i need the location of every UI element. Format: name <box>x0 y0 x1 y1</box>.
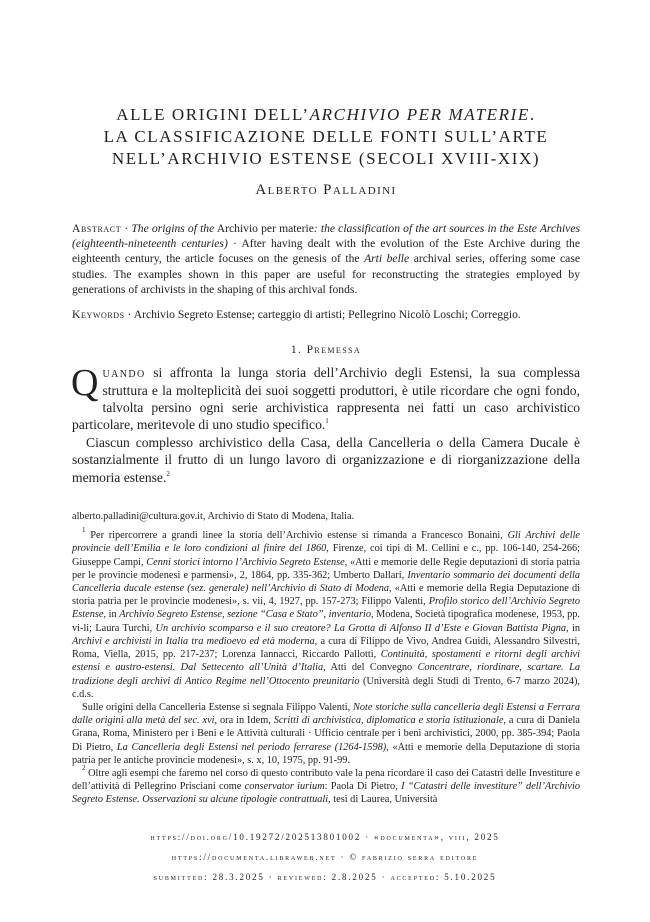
title-line-1-post: . <box>529 105 536 124</box>
abstract <box>72 221 580 297</box>
fn1b-d: Scritti di archivistica, diplomatica e storia istituzionale <box>273 715 504 727</box>
footnote-number-2: 2 <box>82 763 86 772</box>
title-line-1-pre: ALLE ORIGINI DELL’ <box>116 105 310 124</box>
fn1-d: Cenni storici intorno l’Archivio Segreto Estense <box>146 556 345 568</box>
fn1-m: , in <box>566 622 580 634</box>
title-line-1 <box>72 104 580 126</box>
abstract-label: Abstract <box>72 222 122 235</box>
fn1-n: Archivi e archivisti in Italia tra medioevo ed età moderna <box>72 635 315 647</box>
title-line-2: LA CLASSIFICAZIONE DELLE FONTI SULL’ARTE <box>103 127 549 146</box>
author-name: Alberto Palladini <box>255 182 397 198</box>
keywords-text: · Archivio Segreto Estense; carteggio di artisti; Pellegrino Nicolò Loschi; Correggio. <box>124 308 521 322</box>
footer-dates: submitted: 28.3.2025 · reviewed: 2.8.2025 · accepted: 5.10.2025 <box>153 872 497 882</box>
fn1b-f: La Cancelleria degli Estensi nel periodo ferrarese (1264-1598) <box>116 741 387 753</box>
footer-website[interactable]: https://documenta.libraweb.net · © fabrizio serra editore <box>171 852 479 862</box>
keywords <box>72 307 580 322</box>
fn1-a: Per ripercorrere a grandi linee la storia dell’Archivio estense si rimanda a Francesco Bonaini, <box>90 530 508 542</box>
drop-cap: Q <box>71 362 99 405</box>
keywords-label: Keywords <box>72 308 125 322</box>
footnote-ref-1[interactable]: 1 <box>325 417 329 426</box>
body-text <box>72 364 580 486</box>
fn1b-e: , a cura di Daniela Grana, Roma, Ministero per i Beni e le Attività culturali · Ufficio centrale per i beni archivistici, 2000, pp. 385-394; Paola Di Pietro, <box>72 715 580 753</box>
paragraph-1-text: si affronta la lunga storia dell’Archivio degli Estensi, la sua complessa struttura e la molteplicità dei suoi soggetti produttori, è utile ricordare che ogni fondo, talvolta persino ogni serie archivistica rappresenta nei fatti un caso archivistico particolare, meritevole di uno studio specifico. <box>72 365 580 433</box>
fn2-a: Oltre agli esempi che faremo nel corso di questo contributo vale la pena ricordare il caso dei Catastri delle Investiture e dell’attività di Pellegrino Prisciani come <box>72 767 580 793</box>
abstract-separator: · <box>121 222 132 235</box>
fn1-h: Profilo storico dell’Archivio Segreto Estense <box>72 596 580 621</box>
footnote-2 <box>72 763 580 807</box>
body-paragraph-1 <box>72 364 580 434</box>
fn1-k: , Modena, Società tipografica modenese, 1953, pp. vi-li; Laura Turchi, <box>72 609 581 634</box>
fn1b-b: Note storiche sulla cancelleria degli Estensi a Ferrara dalle origini alla metà del sec. xvi <box>72 701 580 727</box>
fn1-p: Continuità, spostamenti e ritorni degli archivi estensi e austro-estensi. Dal Settecento all’Unità d’Italia <box>72 649 580 674</box>
abstract-text: · After having dealt with the evolution of the Este Archive during the eighteenth century, the article focuses on the genesis of the <box>72 237 580 266</box>
fn1-o: , a cura di Filippo de Vivo, Andrea Guidi, Alessandro Silvestri, Roma, Viella, 2015, pp. 217-237; Lorenza Iannacci, Riccardo Pallotti, <box>72 635 580 661</box>
fn1-l: Un archivio scomparso e il suo creatore? La Grotta di Alfonso II d’Este e Giovan Battista Pigna <box>155 622 567 634</box>
abstract-arti-belle: Arti belle <box>364 252 410 266</box>
fn2-c: : Paola Di Pietro, <box>324 781 402 793</box>
footnotes <box>72 510 580 806</box>
fn1b-c: , ora in Idem, <box>214 715 274 727</box>
paragraph-2-text: Ciascun complesso archivistico della Casa, della Cancelleria o della Camera Ducale è sostanzialmente il frutto di un lungo lavoro di organizzazione e di riorganizzazione della memoria estense. <box>72 434 580 485</box>
body-paragraph-2 <box>72 434 580 486</box>
fn1-q: , Atti del Convegno <box>323 662 418 674</box>
title-line-1-italic: ARCHIVIO PER MATERIE <box>309 105 530 124</box>
fn2-d: I “Catastri delle investiture” dell’Archivio Segreto Estense. Osservazioni su alcune tipologie contrattuali <box>72 781 580 806</box>
abstract-italic-1: The origins of the <box>131 222 215 235</box>
fn1-g: , «Atti e memorie della Regia Deputazione di storia patria per le provincie modenesi», s. vii, 4, 1927, pp. 157-273; Filippo Valenti, <box>72 583 581 608</box>
abstract-italic-2: : the classification of the art sources in the Este Archives (eighteenth-nineteenth centuries) <box>72 222 580 251</box>
article-page <box>72 0 580 807</box>
fn2-b: conservator iurium <box>244 781 325 793</box>
lead-word: uando <box>102 365 146 381</box>
fn2-e: , tesi di Laurea, Università <box>328 794 438 806</box>
fn1-i: , in <box>103 609 120 621</box>
fn1-b: Gli Archivi delle provincie dell’Emilia e le loro condizioni al finire del 1860 <box>72 530 581 555</box>
fn1-r: Concentrare, riordinare, scartare. La tradizione degli archivi di Antico Regime nell’Ottocento preunitario <box>72 662 581 687</box>
footnote-ref-2[interactable]: 2 <box>166 469 170 478</box>
abstract-roman-1: Archivio per materie <box>214 222 314 235</box>
fn1-c: , Firenze, coi tipi di M. Cellini e c., pp. 106-140, 254-266; Giuseppe Campi, <box>72 543 581 568</box>
footnote-number-1: 1 <box>82 526 86 535</box>
abstract-text-end: archival series, offering some case studies. The examples shown in this paper are useful for reconstructing the strategies employed by generations of archivists in the shaping of this archival fonds. <box>72 252 580 296</box>
fn1-s: (Università degli Studi di Trento, 6-7 marzo 2024), c.d.s. <box>72 675 581 700</box>
fn1-f: Inventario sommario dei documenti della Cancelleria ducale estense (sez. generale) nell’Archivio di Stato di Modena <box>72 569 581 595</box>
footer-doi[interactable]: https://doi.org/10.19272/202513801002 · «documenta», viii, 2025 <box>150 832 500 842</box>
fn1-e: , «Atti e memorie delle Regie deputazioni di storia patria per le provincie modenesi e parmensi», 2, 1864, pp. 335-362; Umberto Dallari, <box>72 556 581 581</box>
fn1b-g: , «Atti e memorie della Deputazione di storia patria per le antiche provincie modenesi», s. x, 10, 1975, pp. 91-99. <box>72 741 580 766</box>
fn1b-a: Sulle origini della Cancelleria Estense si segnala Filippo Valenti, <box>82 701 353 713</box>
article-title <box>72 104 580 170</box>
title-line-3: NELL’ARCHIVIO ESTENSE (SECOLI XVIII-XIX) <box>111 149 541 168</box>
footnote-1-continued <box>72 701 580 767</box>
footnote-1 <box>72 526 581 701</box>
author-email: alberto.palladini@cultura.gov.it, Archivio di Stato di Modena, Italia. <box>72 511 355 523</box>
fn1-j: Archivio Segreto Estense, sezione “Casa e Stato”, inventario <box>119 609 371 621</box>
section-heading: 1. Premessa <box>290 344 362 357</box>
